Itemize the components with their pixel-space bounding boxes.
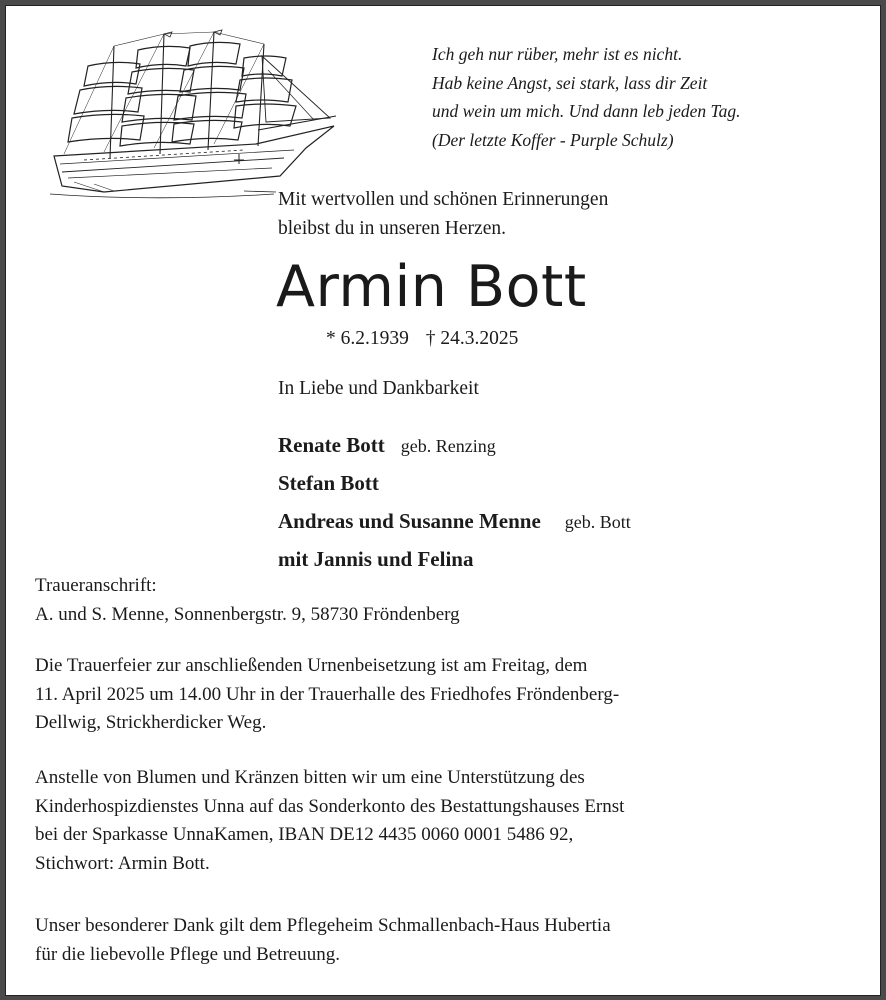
ceremony-line: Dellwig, Strickherdicker Weg. bbox=[35, 712, 267, 733]
thanks-line: Unser besonderer Dank gilt dem Pflegeheim Schmallenbach-Haus Hubertia bbox=[35, 915, 611, 936]
intro-line: Mit wertvollen und schönen Erinnerungen bbox=[278, 189, 609, 210]
donation-line: Kinderhospizdienstes Unna auf das Sonderkonto des Bestattungshauses Ernst bbox=[35, 795, 625, 817]
donation-line: Anstelle von Blumen und Kränzen bitten wir um eine Unterstützung des bbox=[35, 767, 585, 788]
love-line: In Liebe und Dankbarkeit bbox=[278, 378, 479, 399]
family-list bbox=[278, 426, 631, 578]
donation-line: bei der Sparkasse UnnaKamen, IBAN DE12 4435 0060 0001 5486 92, bbox=[35, 824, 574, 845]
ceremony-block bbox=[35, 652, 619, 738]
address-block bbox=[35, 572, 460, 629]
poem-quote bbox=[432, 40, 741, 154]
address-label: Traueranschrift: bbox=[35, 575, 157, 596]
death-date: † 24.3.2025 bbox=[425, 328, 519, 349]
family-member-name: Andreas und Susanne Menne bbox=[278, 509, 541, 533]
poem-line: Ich geh nur rüber, mehr ist es nicht. bbox=[432, 44, 683, 64]
obituary-notice bbox=[5, 5, 881, 996]
poem-source: (Der letzte Koffer - Purple Schulz) bbox=[432, 129, 674, 150]
life-dates bbox=[326, 328, 518, 350]
family-member-name: Stefan Bott bbox=[278, 471, 379, 495]
ceremony-line: Die Trauerfeier zur anschließenden Urnenbeisetzung ist am Freitag, dem bbox=[35, 655, 588, 676]
thanks-block bbox=[35, 912, 611, 969]
intro-line: bleibst du in unseren Herzen. bbox=[278, 217, 506, 239]
poem-line: Hab keine Angst, sei stark, lass dir Zeit bbox=[432, 72, 708, 93]
birth-date: * 6.2.1939 bbox=[326, 328, 409, 349]
donation-line: Stichwort: Armin Bott. bbox=[35, 852, 210, 874]
family-member bbox=[278, 426, 631, 464]
deceased-name: Armin Bott bbox=[276, 254, 587, 320]
sailing-ship-icon bbox=[44, 26, 342, 204]
thanks-line: für die liebevolle Pflege und Betreuung. bbox=[35, 943, 340, 965]
family-member-note: geb. Renzing bbox=[400, 436, 496, 456]
intro-text bbox=[278, 186, 608, 243]
address-value: A. und S. Menne, Sonnenbergstr. 9, 58730 Fröndenberg bbox=[35, 603, 460, 625]
family-member-note: geb. Bott bbox=[564, 512, 631, 532]
family-member bbox=[278, 502, 631, 540]
ceremony-line: 11. April 2025 um 14.00 Uhr in der Trauerhalle des Friedhofes Fröndenberg- bbox=[35, 683, 620, 705]
family-member-name: mit Jannis und Felina bbox=[278, 547, 474, 571]
family-member bbox=[278, 464, 631, 502]
donation-block bbox=[35, 764, 624, 878]
poem-line: und wein um mich. Und dann leb jeden Tag. bbox=[432, 101, 741, 121]
family-member-name: Renate Bott bbox=[278, 433, 385, 457]
